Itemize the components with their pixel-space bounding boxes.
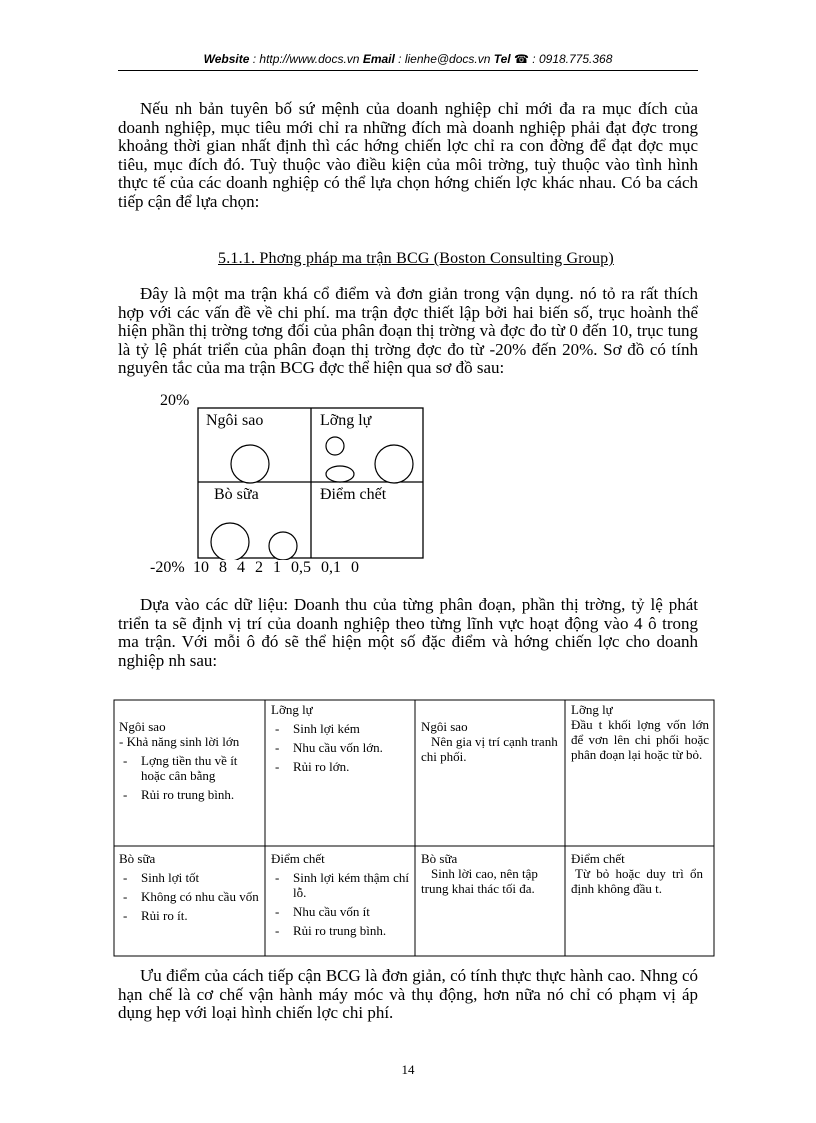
cell-text: Đầu t khối lợng vốn lớn để vơn lên chi phối hoặc phân đoạn lại hoặc từ bỏ. xyxy=(571,717,709,762)
table-cell-question-characteristics xyxy=(271,702,411,774)
table-cell-question-strategy xyxy=(571,702,709,762)
x-axis-labels: 10 8 4 2 1 0,5 0,1 0 xyxy=(193,559,359,576)
cash-cow-small-circle xyxy=(269,532,297,560)
phone-icon: ☎ xyxy=(514,52,529,66)
cell-title: Bò sữa xyxy=(119,851,156,866)
list-item: - Rủi ro ít. xyxy=(119,908,259,923)
table-cell-dog-characteristics xyxy=(271,851,409,938)
question-small-circle xyxy=(326,437,344,455)
list-item: - Sinh lợi tốt xyxy=(119,870,259,885)
cell-text: - Khả năng sinh lời lớn xyxy=(119,734,240,749)
cell-text: Nên gia vị trí cạnh tranh chi phối. xyxy=(421,734,558,764)
list-item: - Rủi ro trung bình. xyxy=(119,787,259,802)
list-item: - Rủi ro trung bình. xyxy=(271,923,409,938)
question-large-circle xyxy=(375,445,413,483)
y-axis-bottom-label: -20% xyxy=(150,559,185,576)
email-value: : lienhe@docs.vn xyxy=(398,52,491,66)
table-cell-star-characteristics xyxy=(119,719,259,802)
cell-title: Ngôi sao xyxy=(119,719,166,734)
data-usage-paragraph: Dựa vào các dữ liệu: Doanh thu của từng phân đoạn, phần thị trờng, tỷ lệ phát triển ta sẽ định vị trí của doanh nghiệp theo từng lĩnh vực hoạt động vào 4 ô trong ma trận. Với mỗi ô đó sẽ thể hiện một số đặc điểm và hớng chiến lợc cho doanh nghiệp nh sau: xyxy=(118,595,698,670)
cash-cow-large-circle xyxy=(211,523,249,560)
cell-title: Ngôi sao xyxy=(421,719,468,734)
cell-title: Lỡng lự xyxy=(571,702,613,717)
email-label: Email xyxy=(362,52,395,66)
cell-text: Từ bỏ hoặc duy trì ổn định không đầu t. xyxy=(571,866,703,896)
list-item: - Sinh lợi kém xyxy=(271,721,411,736)
cell-title: Điểm chết xyxy=(271,851,325,866)
section-heading: 5.1.1. Phơng pháp ma trận BCG (Boston Consulting Group) xyxy=(218,250,614,267)
cell-list xyxy=(119,753,259,802)
table-cell-dog-strategy xyxy=(571,851,703,896)
quadrant-question-label: Lỡng lự xyxy=(320,412,372,429)
y-axis-top-label: 20% xyxy=(160,392,190,409)
table-cell-cash-cow-characteristics xyxy=(119,851,259,923)
star-circle xyxy=(231,445,269,483)
website-value: : http://www.docs.vn xyxy=(252,52,360,66)
list-item: - Rủi ro lớn. xyxy=(271,759,411,774)
cell-title: Điểm chết xyxy=(571,851,625,866)
cell-list xyxy=(271,870,409,938)
list-item: - Nhu cầu vốn ít xyxy=(271,904,409,919)
list-item: - Nhu cầu vốn lớn. xyxy=(271,740,411,755)
quadrant-star-label: Ngôi sao xyxy=(206,412,264,429)
cell-title: Lỡng lự xyxy=(271,702,313,717)
quadrant-cash-cow-label: Bò sữa xyxy=(214,486,259,503)
header-divider xyxy=(118,70,698,71)
question-oval xyxy=(326,466,354,482)
table-cell-star-strategy xyxy=(421,719,561,764)
tel-label: Tel xyxy=(493,52,511,66)
list-item: - Sinh lợi kém thậm chí lỗ. xyxy=(271,870,409,900)
page-header xyxy=(0,52,816,66)
bcg-description-paragraph: Đây là một ma trận khá cổ điểm và đơn giản trong vận dụng. nó tỏ ra rất thích hợp với các vấn đề về chi phí. ma trận đợc thiết lập bởi hai biến số, trục hoành thể hiện phần thị trờng tơng đối của phân đoạn thị trờng và đợc đo từ 0 đến 10, trục tung là tỷ lệ phát triển của phân đoạn thị trờng đợc đo từ -20% đến 20%. Sơ đồ có tính nguyên tắc của ma trận BCG đợc thể hiện qua sơ đồ sau: xyxy=(118,284,698,377)
cell-text: Sinh lời cao, nên tập trung khai thác tối đa. xyxy=(421,866,538,896)
cell-title: Bò sữa xyxy=(421,851,458,866)
website-label: Website xyxy=(203,52,250,66)
list-item: - Không có nhu cầu vốn xyxy=(119,889,259,904)
quadrant-dog-label: Điểm chết xyxy=(320,486,387,503)
tel-value: : 0918.775.368 xyxy=(532,52,613,66)
page-number: 14 xyxy=(401,1062,415,1077)
table-cell-cash-cow-strategy xyxy=(421,851,553,896)
conclusion-paragraph: Ưu điểm của cách tiếp cận BCG là đơn giản, có tính thực thực hành cao. Nhng có hạn chế là cơ chế vận hành máy móc và thụ động, hơn nữa nó chỉ có phạm vị áp dụng hẹp với loại hình chiến lợc chi phí. xyxy=(118,966,698,1022)
intro-paragraph: Nếu nh bản tuyên bố sứ mệnh của doanh nghiệp chỉ mới đa ra mục đích của doanh nghiệp, mục tiêu mới chỉ ra những đích mà doanh nghiệp phải đạt đợc trong khoảng thời gian nhất định thì các hớng chiến lợc chỉ ra con đờng để đạt đợc mục tiêu, mục đích đó. Tuỳ thuộc vào điều kiện của môi trờng, tuỳ thuộc vào tình hình thực tế của các doanh nghiệp có thể lựa chọn hớng chiến lợc khác nhau. Có ba cách tiếp cận để lựa chọn: xyxy=(118,99,698,211)
list-item: - Lợng tiền thu về ít hoặc cân bằng xyxy=(119,753,259,783)
cell-list xyxy=(271,721,411,774)
cell-list xyxy=(119,870,259,923)
